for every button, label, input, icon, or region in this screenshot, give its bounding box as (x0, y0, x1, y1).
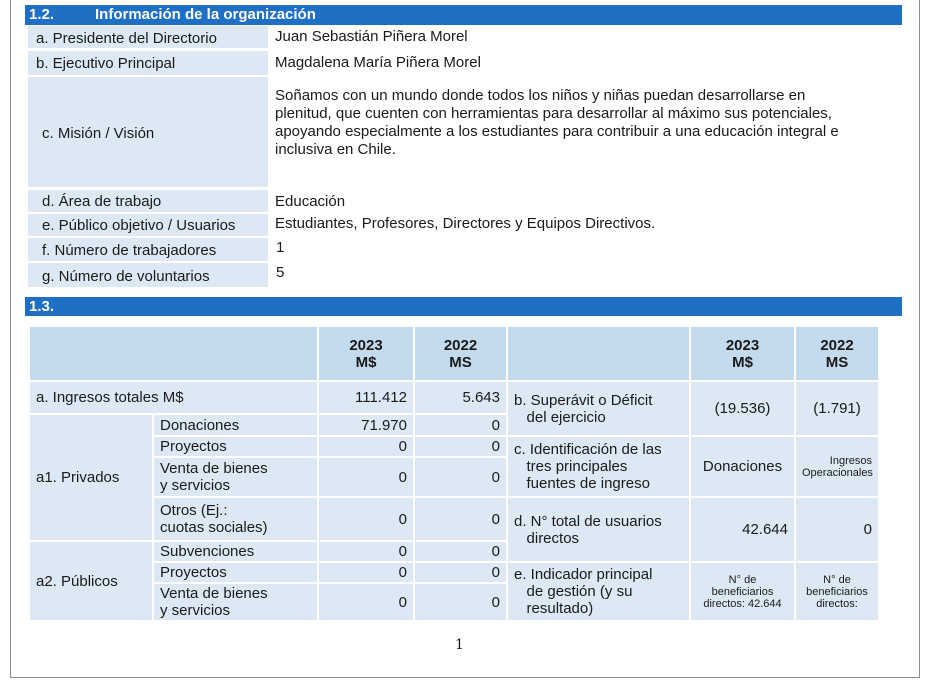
info-label-cell (28, 263, 268, 287)
info-value: Educación (275, 193, 346, 210)
proyectos-2023: 0 (318, 436, 414, 457)
info-value: 1 (276, 239, 285, 256)
venta-pub-2022: 0 (414, 583, 507, 621)
otros-2023: 0 (318, 497, 414, 541)
page-number: 1 (455, 637, 464, 653)
section-header-1-3 (25, 297, 902, 316)
publicos-label: a2. Públicos (29, 541, 153, 621)
header-2022: 2022 MS (414, 326, 507, 381)
section-number: 1.3. (29, 298, 55, 315)
superavit-label: b. Superávit o Déficit del ejercicio (507, 381, 690, 436)
otros-label: Otros (Ej.: cuotas sociales) (153, 497, 318, 541)
ingresos-2022: 5.643 (414, 381, 507, 414)
table-row (29, 436, 879, 457)
mission-line: apoyando especialmente a los estudiantes para contribuir a una educación integral e (275, 123, 839, 140)
info-label: f. Número de trabajadores (42, 242, 217, 259)
proyectos-2022: 0 (414, 436, 507, 457)
proyectos-pub-2022: 0 (414, 562, 507, 583)
info-label-cell (28, 214, 268, 236)
subvenciones-2022: 0 (414, 541, 507, 562)
privados-label: a1. Privados (29, 414, 153, 541)
financial-table (28, 325, 880, 622)
info-value: Estudiantes, Profesores, Directores y Equipos Directivos. (275, 215, 656, 232)
info-label-cell (28, 238, 268, 261)
info-label: b. Ejecutivo Principal (36, 55, 176, 72)
info-label-cell (28, 77, 268, 187)
proyectos-pub-label: Proyectos (153, 562, 318, 583)
table-row (29, 381, 879, 414)
fuentes-label: c. Identificación de las tres principales fuentes de ingreso (507, 436, 690, 497)
mission-line: plenitud, que cuenten con herramientas para desarrollar al máximo sus potenciales, (275, 105, 832, 122)
info-value: Juan Sebastián Piñera Morel (275, 28, 468, 45)
info-label: g. Número de voluntarios (42, 268, 210, 285)
info-label: d. Área de trabajo (42, 193, 162, 210)
donaciones-2023: 71.970 (318, 414, 414, 436)
header-2023: 2023 M$ (690, 326, 795, 381)
ingresos-label: a. Ingresos totales M$ (29, 381, 318, 414)
indicador-2023: N° de beneficiarios directos: 42.644 (690, 562, 795, 621)
header-2022: 2022 MS (795, 326, 879, 381)
superavit-2022: (1.791) (795, 381, 879, 436)
venta-label: Venta de bienes y servicios (153, 457, 318, 497)
mission-line: Soñamos con un mundo donde todos los niños y niñas puedan desarrollarse en (275, 87, 806, 104)
fuentes-2022: Ingresos Operacionales (795, 436, 879, 497)
header-2023: 2023 M$ (318, 326, 414, 381)
superavit-2023: (19.536) (690, 381, 795, 436)
indicador-label: e. Indicador principal de gestión (y su resultado) (507, 562, 690, 621)
venta-pub-2023: 0 (318, 583, 414, 621)
info-label-cell (28, 51, 268, 75)
usuarios-label: d. N° total de usuarios directos (507, 497, 690, 562)
info-label: c. Misión / Visión (42, 125, 155, 142)
mission-text (275, 87, 905, 159)
ingresos-2023: 111.412 (318, 381, 414, 414)
subvenciones-label: Subvenciones (153, 541, 318, 562)
usuarios-2022: 0 (795, 497, 879, 562)
subvenciones-2023: 0 (318, 541, 414, 562)
info-value: 5 (276, 264, 285, 281)
header-blank (29, 326, 318, 381)
section-header-1-2 (25, 5, 902, 25)
section-number: 1.2. (29, 6, 55, 23)
donaciones-2022: 0 (414, 414, 507, 436)
venta-2023: 0 (318, 457, 414, 497)
proyectos-label: Proyectos (153, 436, 318, 457)
proyectos-pub-2023: 0 (318, 562, 414, 583)
fuentes-2023: Donaciones (690, 436, 795, 497)
table-header-row (29, 326, 879, 381)
info-label-cell (28, 26, 268, 48)
donaciones-label: Donaciones (153, 414, 318, 436)
table-row (29, 562, 879, 583)
venta-pub-label: Venta de bienes y servicios (153, 583, 318, 621)
info-label: e. Público objetivo / Usuarios (42, 217, 236, 234)
table-row (29, 497, 879, 541)
header-blank (507, 326, 690, 381)
info-value: Magdalena María Piñera Morel (275, 54, 481, 71)
venta-2022: 0 (414, 457, 507, 497)
info-label-cell (28, 190, 268, 212)
mission-line: inclusiva en Chile. (275, 141, 396, 158)
otros-2022: 0 (414, 497, 507, 541)
info-label: a. Presidente del Directorio (36, 30, 217, 47)
section-title: Información de la organización (95, 6, 316, 23)
usuarios-2023: 42.644 (690, 497, 795, 562)
indicador-2022: N° de beneficiarios directos: (795, 562, 879, 621)
